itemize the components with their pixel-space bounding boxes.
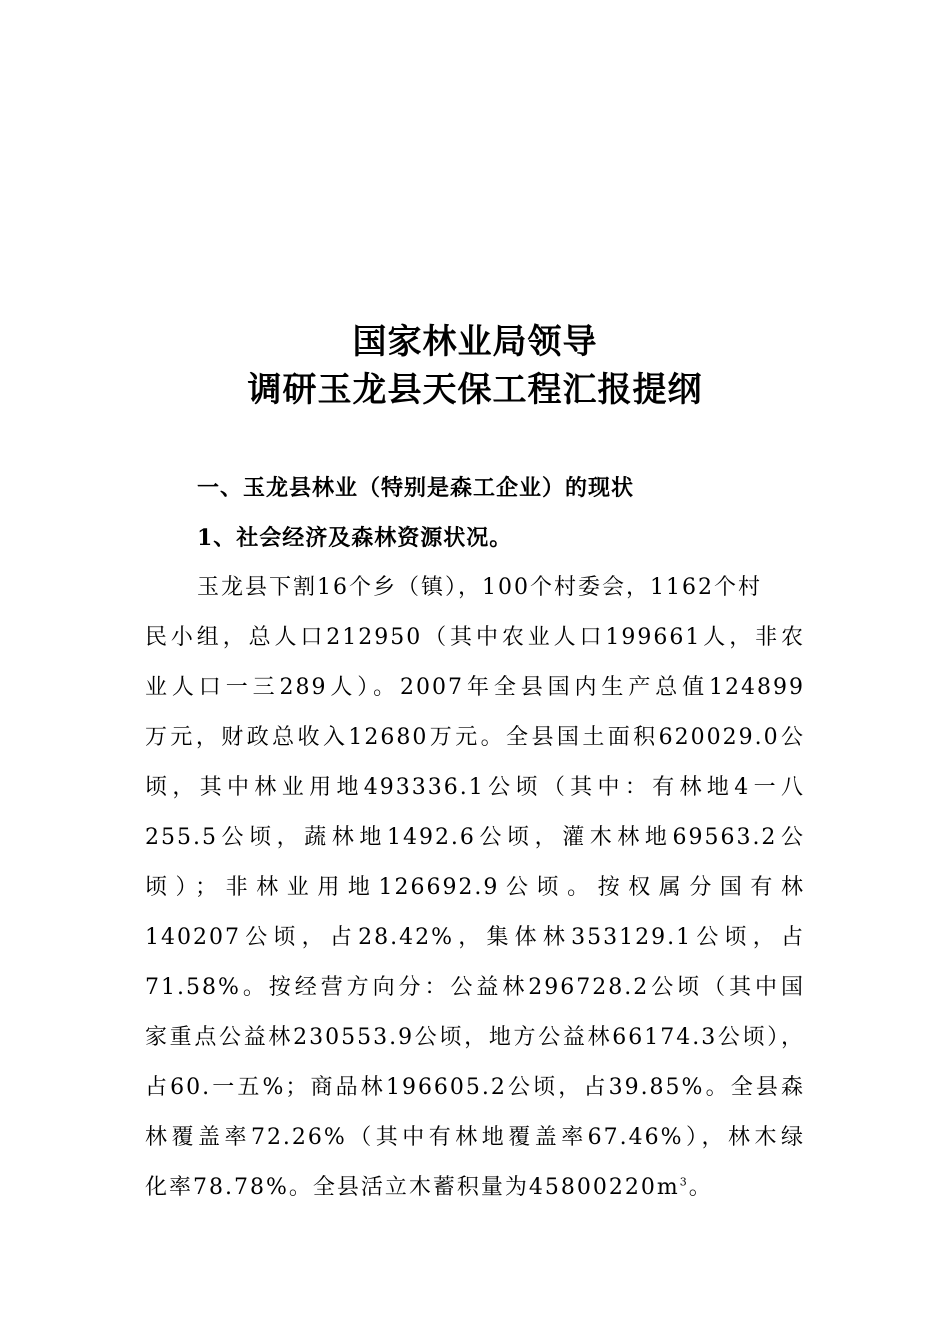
paragraph-line: 140207公顷，占28.42%，集体林353129.1公顷，占 xyxy=(145,925,805,950)
title-line-1: 国家林业局领导 xyxy=(352,322,598,362)
paragraph-line: 万元，财政总收入12680万元。全县国土面积620029.0公 xyxy=(145,725,805,750)
title-line-2: 调研玉龙县天保工程汇报提纲 xyxy=(247,370,703,410)
paragraph-line: 顷，其中林业用地493336.1公顷（其中：有林地4一八 xyxy=(145,775,805,800)
paragraph-line: 71.58%。按经营方向分：公益林296728.2公顷（其中国 xyxy=(145,975,805,1000)
paragraph-last-line xyxy=(145,1170,805,1220)
document-title xyxy=(0,318,950,414)
subsection-heading: 1、社会经济及森林资源状况。 xyxy=(197,525,513,551)
paragraph-line: 占60.一五%；商品林196605.2公顷，占39.85%。全县森 xyxy=(145,1075,805,1100)
paragraph-line: 民小组，总人口212950（其中农业人口199661人，非农 xyxy=(145,625,805,650)
last-line-text: 化率78.78%。全县活立木蓄积量为45800220m xyxy=(145,1175,680,1200)
section-heading: 一、玉龙县林业（特别是森工企业）的现状 xyxy=(197,475,635,501)
last-line-end: 。 xyxy=(688,1175,713,1200)
paragraph-line: 玉龙县下割16个乡（镇），100个村委会，1162个村 xyxy=(197,575,762,600)
paragraph-line: 255.5公顷，蔬林地1492.6公顷，灌木林地69563.2公 xyxy=(145,825,805,850)
paragraph-line: 业人口一三289人）。2007年全县国内生产总值124899 xyxy=(145,675,805,700)
cubic-superscript: 3 xyxy=(679,1175,689,1189)
body-paragraph xyxy=(145,570,805,1220)
paragraph-line: 家重点公益林230553.9公顷，地方公益林66174.3公顷）， xyxy=(145,1025,805,1050)
paragraph-line: 顷）；非林业用地126692.9公顷。按权属分国有林 xyxy=(145,875,805,900)
paragraph-line: 林覆盖率72.26%（其中有林地覆盖率67.46%），林木绿 xyxy=(145,1125,805,1150)
